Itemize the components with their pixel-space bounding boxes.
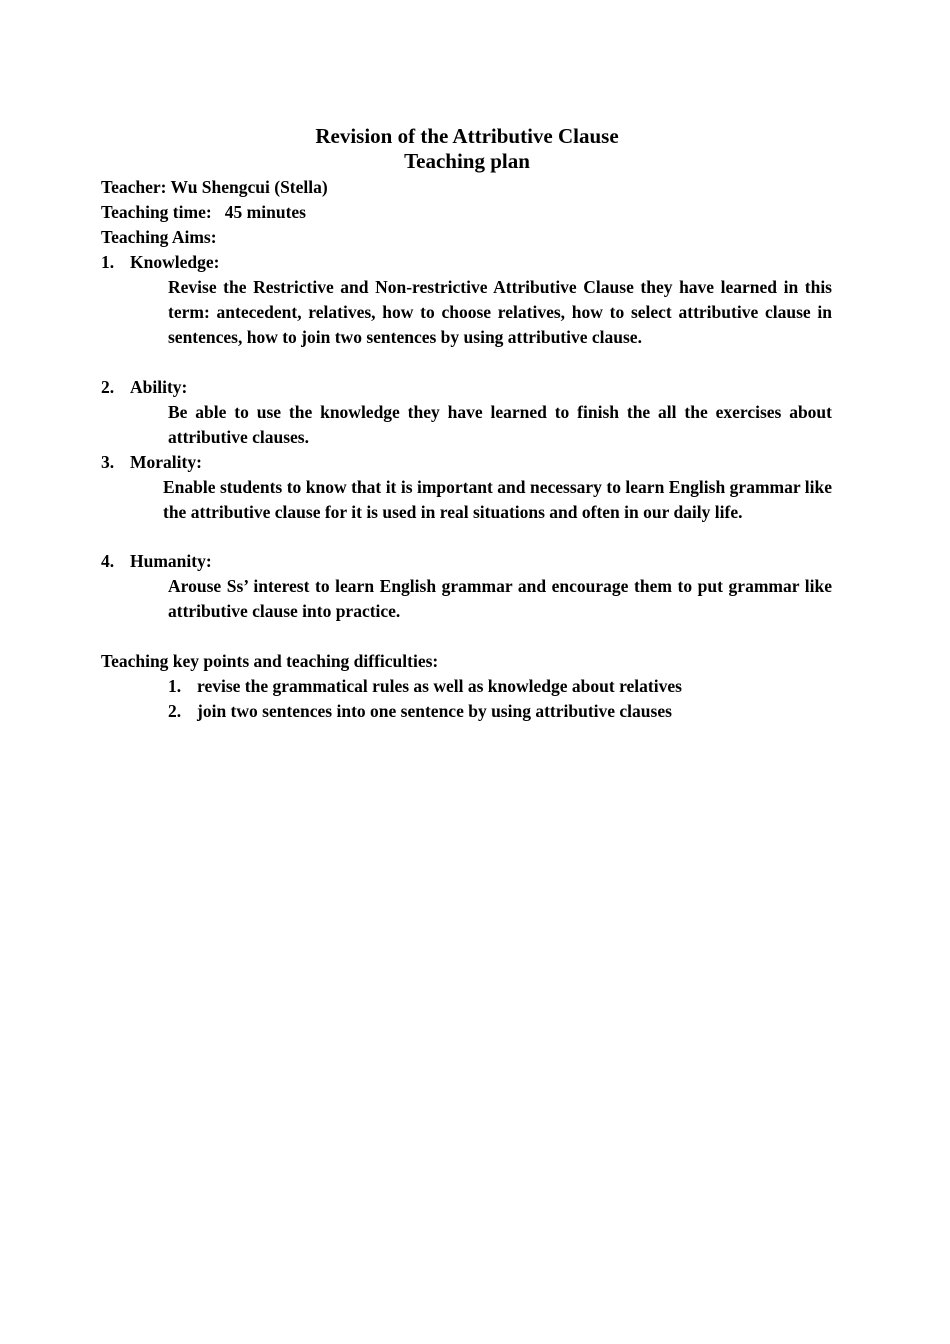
teacher-line: Teacher: Wu Shengcui (Stella): [101, 177, 328, 197]
key-point-item: join two sentences into one sentence by using attributive clauses: [197, 701, 672, 721]
aim-heading-morality: Morality:: [130, 452, 202, 472]
aim-number: 3.: [101, 452, 115, 472]
aim-text-morality: Enable students to know that it is important and necessary to learn English grammar like the attributive clause for it is used in real situations and often in our daily life.: [163, 477, 832, 522]
aim-number: 1.: [101, 252, 115, 272]
aim-number: 2.: [101, 377, 115, 397]
aims-heading: Teaching Aims:: [101, 227, 217, 247]
aim-text-knowledge: Revise the Restrictive and Non-restrictive Attributive Clause they have learned in this term: antecedent, relatives, how to choose relatives, how to select attributive clause in sentences, how to join two sentences by using attributive clause.: [168, 277, 832, 347]
aim-number: 4.: [101, 551, 115, 571]
document-subtitle: Teaching plan: [404, 149, 530, 173]
aim-heading-humanity: Humanity:: [130, 551, 212, 571]
key-points-heading: Teaching key points and teaching difficulties:: [101, 651, 439, 671]
aim-heading-knowledge: Knowledge:: [130, 252, 220, 272]
document-title: Revision of the Attributive Clause: [315, 124, 619, 148]
aim-text-humanity: Arouse Ss’ interest to learn English grammar and encourage them to put grammar like attributive clause into practice.: [168, 576, 832, 621]
aim-heading-ability: Ability:: [130, 377, 188, 397]
key-point-item: revise the grammatical rules as well as knowledge about relatives: [197, 676, 682, 696]
teaching-time-line: Teaching time: 45 minutes: [101, 202, 306, 222]
key-point-number: 1.: [168, 676, 182, 696]
aim-text-ability: Be able to use the knowledge they have learned to finish the all the exercises about attributive clauses.: [168, 402, 832, 447]
key-point-number: 2.: [168, 701, 182, 721]
